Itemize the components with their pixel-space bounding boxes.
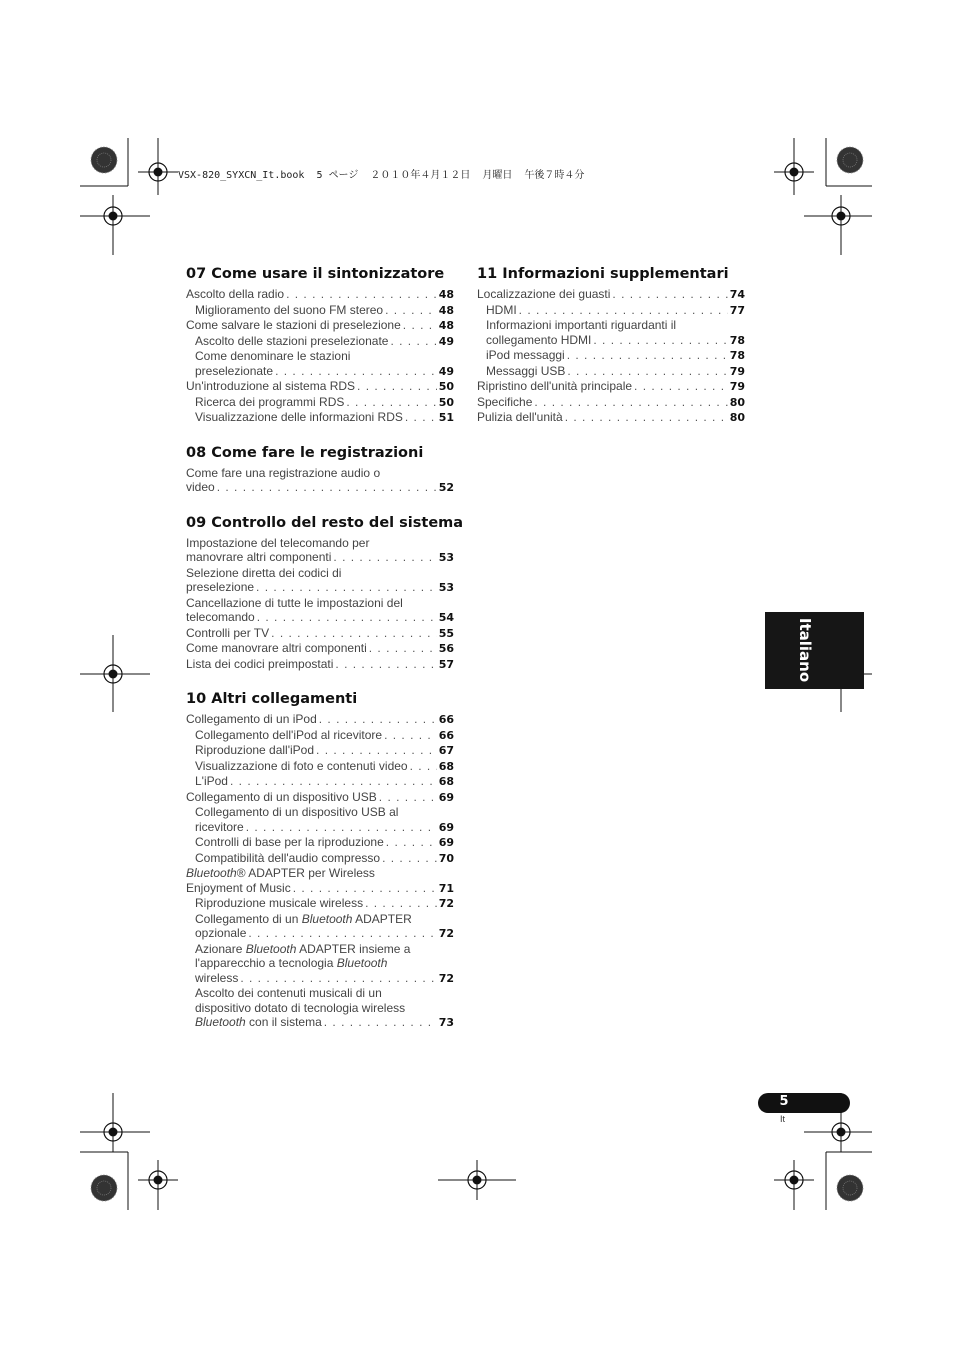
toc-page-number: 69 — [438, 836, 454, 849]
dot-leader — [365, 896, 437, 911]
toc-page-number: 80 — [729, 411, 745, 424]
dot-leader — [346, 395, 436, 410]
toc-page-number: 48 — [438, 303, 454, 317]
section-title: 08 Come fare le registrazioni — [186, 444, 424, 461]
toc-entry[interactable] — [186, 641, 454, 657]
toc-entry-text: Come fare una registrazione audio o — [186, 465, 381, 480]
toc-entry[interactable] — [477, 395, 745, 411]
star-target-icon — [837, 1175, 863, 1201]
toc-page-number: 66 — [438, 713, 454, 726]
dot-leader — [271, 626, 437, 641]
toc-entry-text: Ripristino dell'unità principale — [477, 379, 633, 393]
toc-entry[interactable] — [186, 835, 454, 851]
toc-entry-text: Controlli per TV — [186, 625, 270, 640]
toc-entry-text: Localizzazione dei guasti — [477, 287, 611, 301]
toc-page-number: 50 — [438, 380, 454, 393]
toc-page-number: 53 — [438, 551, 454, 564]
toc-entry[interactable] — [186, 986, 454, 1031]
toc-entry[interactable] — [186, 866, 454, 896]
toc-page-number: 78 — [729, 333, 745, 347]
dot-leader — [379, 790, 437, 805]
toc-page-number: 67 — [438, 744, 454, 757]
toc-entry-text: Informazioni importanti riguardanti il — [486, 318, 677, 332]
toc-section — [186, 513, 464, 673]
dot-leader — [565, 410, 728, 425]
toc-page-number: 49 — [438, 364, 454, 378]
toc-entry-text: HDMI — [486, 302, 517, 317]
dot-leader — [634, 379, 728, 394]
toc-entry[interactable] — [186, 349, 454, 379]
toc-page-number: 56 — [438, 642, 454, 655]
toc-page-number: 48 — [438, 319, 454, 332]
toc-entry[interactable] — [186, 596, 454, 626]
toc-page-number: 68 — [438, 759, 454, 773]
dot-leader — [385, 303, 437, 318]
toc-page-number: 72 — [438, 971, 454, 985]
toc-entry-text: Collegamento di un dispositivo USB al — [195, 805, 399, 819]
dot-leader — [286, 287, 437, 302]
page-number: 5 — [779, 1094, 789, 1109]
toc-entry[interactable] — [186, 626, 454, 642]
toc-entry[interactable] — [186, 466, 454, 496]
toc-entry-text: Ascolto dei contenuti musicali di un — [195, 986, 382, 1000]
dot-leader — [410, 759, 437, 774]
toc-entry[interactable] — [186, 728, 454, 744]
toc-page-number: 78 — [729, 349, 745, 362]
toc-entry[interactable] — [477, 287, 745, 303]
toc-entry[interactable] — [186, 896, 454, 912]
toc-entry-text: Riproduzione musicale wireless — [195, 896, 364, 910]
section-title: 07 Come usare il sintonizzatore — [186, 266, 445, 282]
dot-leader — [316, 743, 437, 758]
toc-entry-text: wireless — [195, 970, 239, 985]
toc-page-number: 74 — [729, 288, 745, 301]
toc-entry-text: Impostazione del telecomando per — [186, 535, 370, 550]
toc-entry-text: telecomando — [186, 610, 255, 624]
toc-entry[interactable] — [186, 743, 454, 759]
toc-page-number: 50 — [438, 395, 454, 409]
language-tab-label: Italiano — [796, 617, 814, 683]
toc-entry[interactable] — [477, 364, 745, 380]
toc-page-number: 66 — [438, 728, 454, 742]
toc-entry-text: Pulizia dell'unità — [477, 410, 563, 424]
dot-leader — [567, 348, 728, 363]
toc-entry-text: opzionale — [195, 926, 247, 940]
toc-entry-text: Un'introduzione al sistema RDS — [186, 379, 356, 393]
toc-entry-text: Specifiche — [477, 394, 533, 409]
toc-entry-text: Messaggi USB — [486, 363, 566, 378]
toc-entry-text: Ascolto della radio — [186, 287, 285, 301]
toc-entry-text: Miglioramento del suono FM stereo — [195, 302, 384, 317]
toc-entry-text: l'apparecchio a tecnologia Bluetooth — [195, 956, 388, 970]
toc-page-number: 51 — [438, 411, 454, 424]
toc-entry-text: Selezione diretta dei codici di — [186, 565, 342, 580]
page-number-badge — [758, 1093, 850, 1113]
toc-entry-text: Collegamento di un dispositivo USB — [186, 789, 377, 804]
dot-leader — [534, 395, 727, 410]
toc-section — [186, 443, 454, 496]
toc-entry-text: Azionare Bluetooth ADAPTER insieme a — [195, 941, 411, 956]
toc-entry[interactable] — [186, 536, 454, 566]
dot-leader — [357, 379, 437, 394]
toc-page-number: 48 — [438, 288, 454, 301]
language-tab — [765, 612, 864, 689]
section-title: 10 Altri collegamenti — [186, 691, 358, 707]
toc-entry-text: L'iPod — [195, 774, 228, 788]
dot-leader — [246, 820, 437, 835]
toc-entry[interactable] — [186, 942, 454, 987]
toc-section — [186, 264, 454, 426]
toc-entry-text: Collegamento di un iPod — [186, 712, 317, 726]
toc-entry[interactable] — [186, 805, 454, 835]
toc-page-number: 79 — [729, 364, 745, 378]
dot-leader — [382, 851, 437, 866]
toc-entry-text: Come salvare le stazioni di preselezione — [186, 318, 401, 332]
toc-entry-text: Lista dei codici preimpostati — [186, 656, 334, 671]
toc-section — [477, 264, 745, 426]
toc-entry[interactable] — [186, 912, 454, 942]
star-target-icon — [91, 1175, 117, 1201]
toc-entry-text: Collegamento di un Bluetooth ADAPTER — [195, 911, 412, 926]
toc-entry[interactable] — [477, 318, 745, 348]
toc-entry-text: dispositivo dotato di tecnologia wireless — [195, 1000, 406, 1015]
section-title: 11 Informazioni supplementari — [477, 266, 729, 282]
dot-leader — [567, 364, 727, 379]
toc-section — [186, 689, 454, 1031]
toc-page-number: 68 — [438, 775, 454, 788]
toc-entry-text: Enjoyment of Music — [186, 880, 291, 895]
toc-entry-text: Bluetooth con il sistema — [195, 1015, 322, 1029]
toc-page-number: 55 — [438, 626, 454, 640]
dot-leader — [405, 410, 437, 425]
toc-entry[interactable] — [186, 334, 454, 350]
toc-entry[interactable] — [477, 379, 745, 395]
dot-leader — [256, 580, 437, 595]
toc-entry[interactable] — [477, 303, 745, 319]
toc-page-number: 73 — [438, 1016, 454, 1029]
toc-entry[interactable] — [186, 303, 454, 319]
star-target-icon — [837, 147, 863, 173]
page-language-code: It — [780, 1114, 786, 1124]
dot-leader — [593, 333, 727, 348]
toc-page-number: 72 — [438, 897, 454, 910]
toc-page-number: 79 — [729, 380, 745, 393]
toc-entry-text: video — [186, 480, 215, 494]
toc-entry[interactable] — [186, 318, 454, 334]
toc-entry-text: preselezionate — [195, 363, 274, 378]
book-file-header: VSX-820_SYXCN_It.book 5 ページ ２０１０年４月１２日 月曜日 午後７時４分 — [178, 170, 585, 181]
dot-leader — [319, 712, 437, 727]
toc-entry[interactable] — [186, 712, 454, 728]
star-target-icon — [91, 147, 117, 173]
toc-entry-text: Bluetooth® ADAPTER per Wireless — [186, 866, 375, 880]
toc-entry-text: Ricerca dei programmi RDS — [195, 394, 345, 409]
toc-entry[interactable] — [186, 410, 454, 426]
toc-page-number: 69 — [438, 820, 454, 834]
dot-leader — [333, 550, 436, 565]
toc-entry-text: ricevitore — [195, 819, 244, 834]
toc-entry-text: Collegamento dell'iPod al ricevitore — [195, 727, 383, 742]
toc-page-number: 57 — [438, 657, 454, 671]
toc-page-number: 71 — [438, 881, 454, 895]
toc-page-number: 54 — [438, 611, 454, 624]
toc-entry-text: Riproduzione dall'iPod — [195, 743, 315, 757]
dot-leader — [240, 971, 436, 986]
toc-entry-text: Come manovrare altri componenti — [186, 641, 367, 655]
dot-leader — [403, 318, 437, 333]
toc-entry-text: Cancellazione di tutte le impostazioni del — [186, 595, 403, 610]
section-title: 09 Controllo del resto del sistema — [186, 514, 464, 531]
toc-entry-text: Visualizzazione delle informazioni RDS — [195, 410, 403, 424]
toc-entry-text: Come denominare le stazioni — [195, 349, 351, 363]
toc-entry[interactable] — [186, 790, 454, 806]
toc-entry[interactable] — [186, 379, 454, 395]
toc-entry-text: Compatibilità dell'audio compresso — [195, 850, 381, 865]
dot-leader — [335, 657, 436, 672]
dot-leader — [390, 334, 436, 349]
toc-entry[interactable] — [477, 410, 745, 426]
toc-entry[interactable] — [186, 566, 454, 596]
dot-leader — [230, 774, 437, 789]
toc-page-number: 77 — [729, 303, 745, 317]
toc-entry[interactable] — [477, 348, 745, 364]
toc-page-number: 49 — [438, 334, 454, 348]
toc-entry-text: manovrare altri componenti — [186, 550, 332, 564]
dot-leader — [293, 881, 437, 896]
dot-leader — [612, 287, 727, 302]
toc-entry[interactable] — [186, 759, 454, 790]
toc-page-number: 69 — [438, 790, 454, 804]
toc-right-column — [477, 264, 745, 443]
toc-left-column — [186, 264, 464, 1048]
dot-leader — [257, 610, 437, 625]
dot-leader — [275, 364, 437, 379]
toc-entry-text: collegamento HDMI — [486, 332, 592, 347]
dot-leader — [248, 926, 436, 941]
toc-entry-text: preselezione — [186, 580, 255, 594]
toc-page-number: 70 — [438, 851, 454, 865]
toc-page-number: 53 — [438, 581, 454, 594]
toc-entry-text: Controlli di base per la riproduzione — [195, 835, 384, 849]
toc-page-number: 80 — [729, 395, 745, 409]
dot-leader — [217, 480, 437, 495]
toc-entry[interactable] — [186, 395, 454, 411]
toc-entry-text: Visualizzazione di foto e contenuti video — [195, 758, 408, 773]
dot-leader — [386, 835, 437, 850]
dot-leader — [324, 1015, 437, 1030]
toc-entry[interactable] — [186, 287, 454, 303]
toc-entry-text: iPod messaggi — [486, 348, 565, 362]
toc-entry-text: Ascolto delle stazioni preselezionate — [195, 333, 389, 348]
toc-entry[interactable] — [186, 851, 454, 867]
dot-leader — [519, 303, 728, 318]
toc-page-number: 52 — [438, 481, 454, 494]
dot-leader — [384, 728, 437, 743]
dot-leader — [369, 641, 437, 656]
toc-entry[interactable] — [186, 657, 454, 673]
toc-page-number: 72 — [438, 927, 454, 940]
